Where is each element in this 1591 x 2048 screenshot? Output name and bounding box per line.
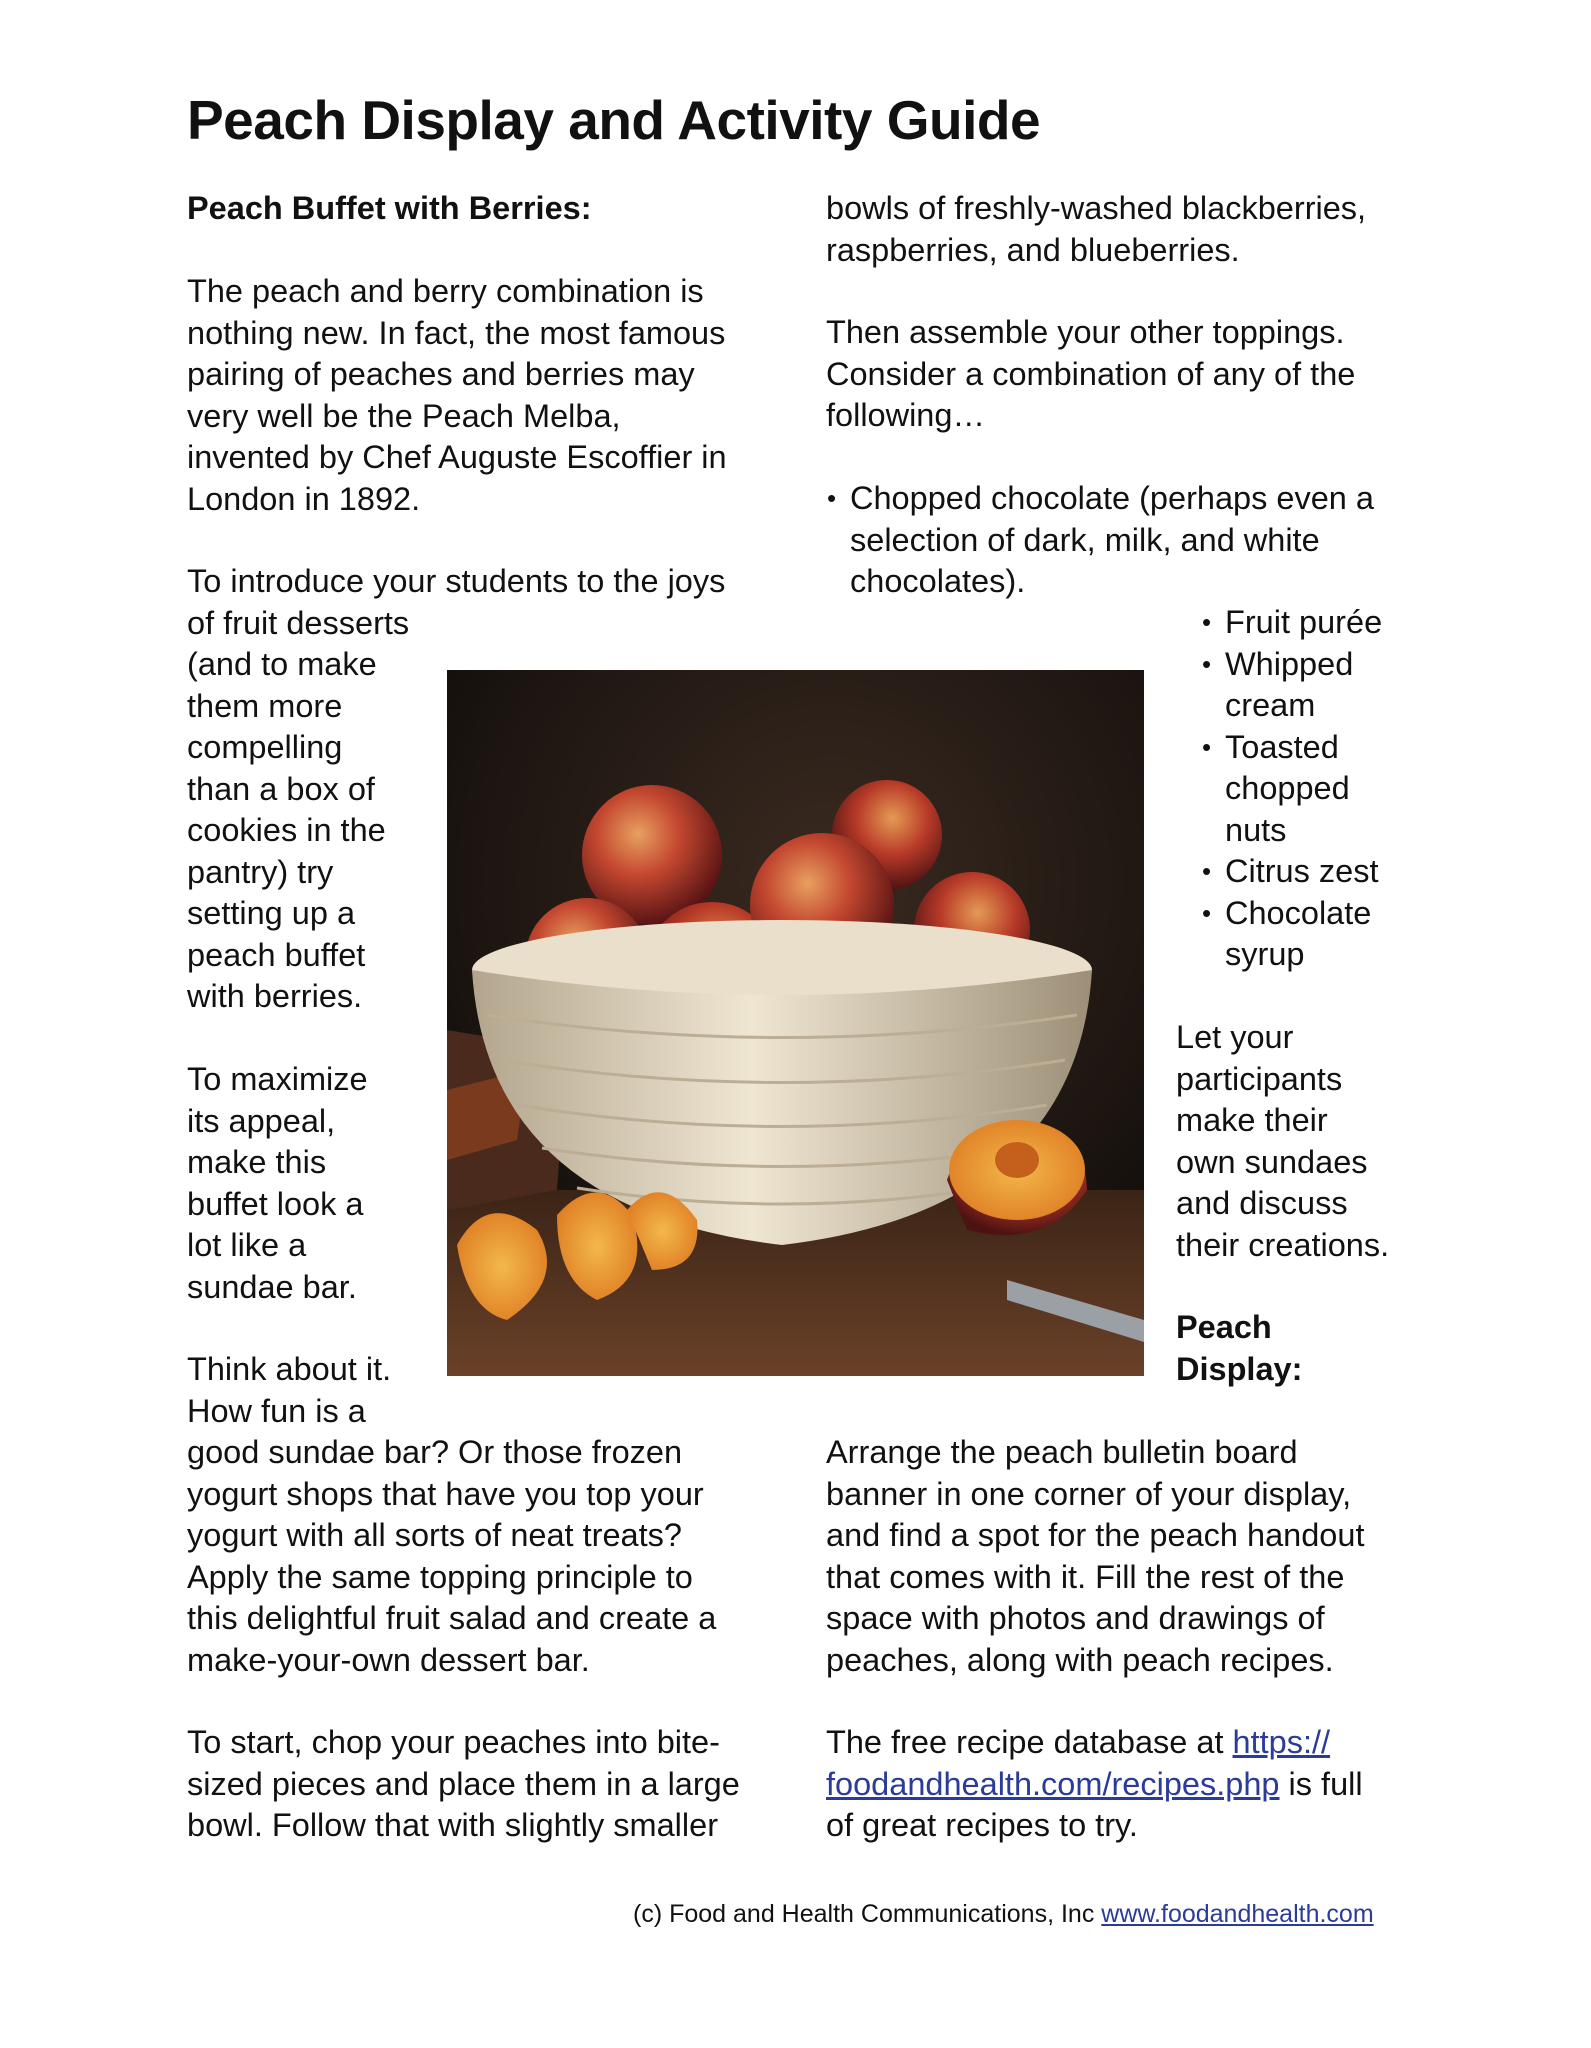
text-line: make this (187, 1144, 327, 1180)
footer (633, 1900, 1374, 1929)
text-line: participants (1176, 1060, 1343, 1097)
text-line: To introduce your students to the joys (187, 563, 726, 599)
text-line: selection of dark, milk, and white (850, 521, 1320, 558)
list-item (1202, 644, 1382, 727)
text-line: this delightful fruit salad and create a (187, 1600, 717, 1636)
text-line: that comes with it. Fill the rest of the (826, 1558, 1345, 1595)
text-line: own sundaes (1176, 1143, 1368, 1180)
recipe-link[interactable]: https:// (1232, 1724, 1331, 1760)
text-line: Chocolate (1225, 894, 1372, 931)
text-line: setting up a (187, 895, 356, 931)
paragraph-arrange (826, 1432, 1364, 1681)
text-line: buffet look a (187, 1185, 364, 1222)
text-line: and find a spot for the peach handout (826, 1517, 1365, 1553)
text-line: make their (1176, 1102, 1328, 1138)
paragraph-maximize (187, 1059, 368, 1308)
paragraph-intro (187, 271, 727, 520)
text-line: chopped (1225, 770, 1350, 806)
text-line: compelling (187, 729, 343, 765)
text-line: Display: (1176, 1350, 1303, 1387)
text-line: Arrange the peach bulletin board (826, 1434, 1298, 1470)
text-line: chocolates). (850, 563, 1026, 599)
text-line: peaches, along with peach recipes. (826, 1641, 1334, 1678)
text-line: bowls of freshly-washed blackberries, (826, 190, 1367, 226)
text-line: To start, chop your peaches into bite- (187, 1724, 720, 1760)
text-line: good sundae bar? Or those frozen (187, 1434, 683, 1470)
list-item (1202, 851, 1382, 893)
peach-bowl-photo (447, 670, 1144, 1376)
text-line: of great recipes to try. (826, 1807, 1138, 1843)
recipe-link-continued[interactable]: foodandhealth.com/recipes.php (826, 1765, 1280, 1802)
paragraph-think (187, 1349, 716, 1681)
topping-list (1202, 602, 1383, 976)
text-line: pairing of peaches and berries may (187, 356, 695, 392)
text-line: sundae bar. (187, 1268, 357, 1305)
text-line: Citrus zest (1225, 853, 1379, 889)
section-heading-buffet: Peach Buffet with Berries: (187, 190, 592, 226)
text-line: nothing new. In fact, the most famous (187, 314, 726, 351)
bullet-icon: • (1202, 607, 1212, 637)
text-line: foodandhealth.com/recipes.php is full (826, 1765, 1363, 1802)
text-line: of fruit desserts (187, 604, 410, 641)
section-heading-display (1176, 1307, 1302, 1390)
text-line: invented by Chef Auguste Escoffier in (187, 439, 727, 475)
bullet-icon: • (1202, 856, 1212, 886)
paragraph-participants (1176, 1017, 1389, 1266)
text-line: Apply the same topping principle to (187, 1558, 693, 1595)
text-line: than a box of (187, 770, 375, 807)
text-line: very well be the Peach Melba, (187, 397, 621, 434)
text-line: cookies in the (187, 812, 386, 848)
list-item (1202, 893, 1382, 976)
paragraph-assemble (826, 312, 1355, 437)
copyright-text: (c) Food and Health Communications, Inc (633, 1900, 1102, 1928)
text-line: yogurt with all sorts of neat treats? (187, 1517, 682, 1553)
text-line: sized pieces and place them in a large (187, 1765, 740, 1802)
bullet-icon: • (1202, 648, 1212, 679)
text-line: lot like a (187, 1227, 307, 1263)
text-line: peach buffet (187, 936, 366, 973)
text-line: space with photos and drawings of (826, 1600, 1325, 1636)
text-line: To maximize (187, 1061, 368, 1097)
text-line: banner in one corner of your display, (826, 1475, 1352, 1512)
text-line: The free recipe database at https:// (826, 1724, 1331, 1760)
paragraph-start (187, 1722, 740, 1847)
text-line: Fruit purée (1225, 604, 1383, 640)
text-line: yogurt shops that have you top your (187, 1475, 704, 1512)
list-item (1202, 602, 1383, 644)
text-line: Chopped chocolate (perhaps even a (850, 480, 1374, 516)
bullet-icon: • (1202, 897, 1212, 928)
text-line: make-your-own dessert bar. (187, 1641, 590, 1678)
text-line: its appeal, (187, 1102, 336, 1139)
text-line: Let your (1176, 1019, 1294, 1055)
text-line: Think about it. (187, 1351, 392, 1387)
text-line: pantry) try (187, 853, 334, 890)
paragraph-bowls (826, 188, 1366, 271)
text-line: Peach (1176, 1309, 1272, 1345)
text-line: The peach and berry combination is (187, 273, 704, 309)
text-line: them more (187, 687, 343, 724)
text-line: Then assemble your other toppings. (826, 314, 1345, 350)
page-title: Peach Display and Activity Guide (187, 89, 1041, 151)
text-line: How fun is a (187, 1392, 366, 1429)
text-line: their creations. (1176, 1226, 1390, 1263)
text-line: nuts (1225, 811, 1287, 848)
text-line: and discuss (1176, 1185, 1348, 1221)
bullet-icon: • (827, 483, 837, 513)
list-item (1202, 727, 1382, 852)
text-line: Consider a combination of any of the (826, 355, 1356, 392)
bullet-icon: • (1202, 731, 1212, 762)
paragraph-recipes (826, 1722, 1363, 1847)
text-line: Toasted (1225, 728, 1339, 765)
text-line: syrup (1225, 936, 1305, 972)
list-item (827, 478, 1374, 603)
text-line: bowl. Follow that with slightly smaller (187, 1807, 719, 1843)
text-line: with berries. (187, 978, 363, 1014)
text-line: raspberries, and blueberries. (826, 231, 1240, 268)
footer-link[interactable]: www.foodandhealth.com (1101, 1900, 1374, 1928)
text-line: London in 1892. (187, 480, 421, 517)
text-line: cream (1225, 687, 1316, 723)
text-line: Whipped (1225, 645, 1354, 682)
text-line: (and to make (187, 646, 377, 682)
text-line: following… (826, 397, 985, 433)
